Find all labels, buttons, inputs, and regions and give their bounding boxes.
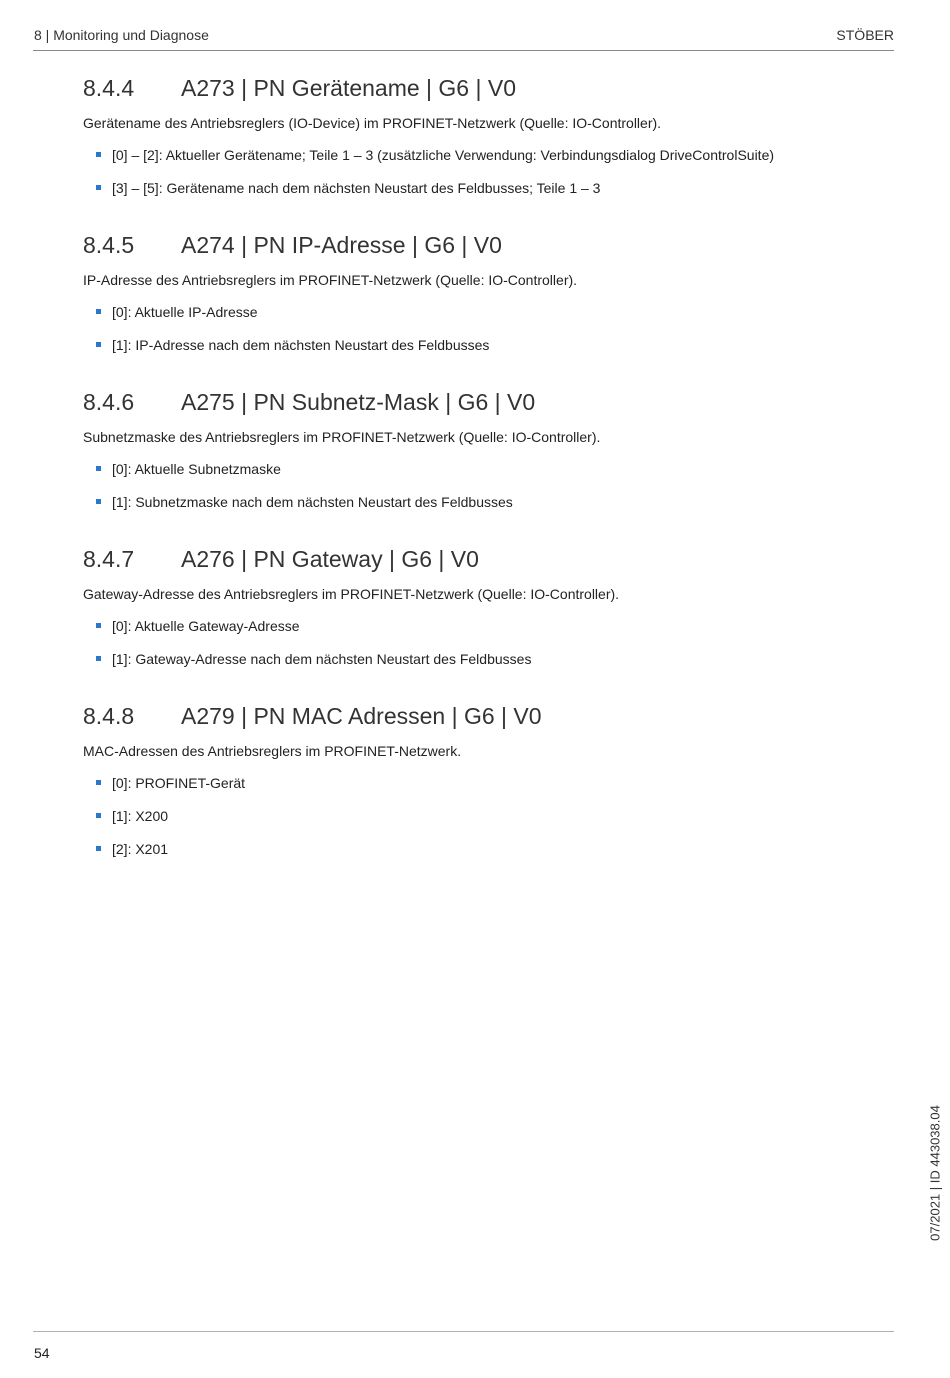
section-8-4-8 xyxy=(83,703,883,873)
section-title: A279 | PN MAC Adressen | G6 | V0 xyxy=(181,703,542,729)
section-heading xyxy=(83,546,883,576)
square-bullet-icon xyxy=(96,185,101,190)
list-item xyxy=(83,460,883,478)
list-item-text: [3] – [5]: Gerätename nach dem nächsten Neustart des Feldbusses; Teile 1 – 3 xyxy=(112,180,601,196)
list-item-text: [0]: Aktuelle Subnetzmaske xyxy=(112,461,281,477)
page-header xyxy=(33,26,894,51)
square-bullet-icon xyxy=(96,656,101,661)
square-bullet-icon xyxy=(96,466,101,471)
list-item-text: [1]: Gateway-Adresse nach dem nächsten Neustart des Feldbusses xyxy=(112,651,532,667)
list-item xyxy=(83,336,883,354)
square-bullet-icon xyxy=(96,813,101,818)
brand-name: STÖBER xyxy=(836,27,894,43)
list-item-text: [0]: Aktuelle Gateway-Adresse xyxy=(112,618,300,634)
list-item xyxy=(83,650,883,668)
list-item xyxy=(83,493,883,511)
section-number: 8.4.5 xyxy=(83,232,135,258)
page-number: 54 xyxy=(34,1345,50,1361)
section-number: 8.4.7 xyxy=(83,546,135,572)
section-description: Subnetzmaske des Antriebsreglers im PROFINET-Netzwerk (Quelle: IO-Controller). xyxy=(83,429,601,445)
square-bullet-icon xyxy=(96,342,101,347)
list-item-text: [0]: Aktuelle IP-Adresse xyxy=(112,304,258,320)
section-8-4-6 xyxy=(83,389,883,526)
section-heading xyxy=(83,232,883,262)
bullet-list xyxy=(83,303,883,354)
bullet-list xyxy=(83,460,883,511)
bullet-list xyxy=(83,146,883,197)
square-bullet-icon xyxy=(96,152,101,157)
list-item xyxy=(83,807,883,825)
bullet-list xyxy=(83,774,883,858)
document-id: 07/2021 | ID 443038.04 xyxy=(927,1105,943,1241)
square-bullet-icon xyxy=(96,846,101,851)
footer-divider xyxy=(33,1331,894,1332)
section-title: A275 | PN Subnetz-Mask | G6 | V0 xyxy=(181,389,536,415)
square-bullet-icon xyxy=(96,623,101,628)
list-item-text: [0] – [2]: Aktueller Gerätename; Teile 1 – 3 (zusätzliche Verwendung: Verbindungsdialog DriveControlSuite) xyxy=(112,147,775,163)
section-title: A276 | PN Gateway | G6 | V0 xyxy=(181,546,479,572)
section-8-4-4 xyxy=(83,75,883,212)
square-bullet-icon xyxy=(96,309,101,314)
bullet-list xyxy=(83,617,883,668)
section-description: Gerätename des Antriebsreglers (IO-Device) im PROFINET-Netzwerk (Quelle: IO-Controller). xyxy=(83,115,662,131)
list-item xyxy=(83,774,883,792)
section-heading xyxy=(83,703,883,733)
section-description: MAC-Adressen des Antriebsreglers im PROFINET-Netzwerk. xyxy=(83,743,462,759)
document-id-margin xyxy=(925,1096,945,1250)
list-item-text: [1]: Subnetzmaske nach dem nächsten Neustart des Feldbusses xyxy=(112,494,513,510)
list-item xyxy=(83,840,883,858)
section-description: IP-Adresse des Antriebsreglers im PROFINET-Netzwerk (Quelle: IO-Controller). xyxy=(83,272,578,288)
section-number: 8.4.4 xyxy=(83,75,135,101)
list-item xyxy=(83,179,883,197)
list-item xyxy=(83,303,883,321)
section-heading xyxy=(83,389,883,419)
list-item-text: [1]: IP-Adresse nach dem nächsten Neustart des Feldbusses xyxy=(112,337,490,353)
square-bullet-icon xyxy=(96,499,101,504)
section-description: Gateway-Adresse des Antriebsreglers im PROFINET-Netzwerk (Quelle: IO-Controller). xyxy=(83,586,620,602)
section-number: 8.4.8 xyxy=(83,703,135,729)
list-item-text: [0]: PROFINET-Gerät xyxy=(112,775,246,791)
square-bullet-icon xyxy=(96,780,101,785)
chapter-title: 8 | Monitoring und Diagnose xyxy=(34,27,209,43)
section-8-4-5 xyxy=(83,232,883,369)
list-item-text: [1]: X200 xyxy=(112,808,169,824)
section-heading xyxy=(83,75,883,105)
list-item xyxy=(83,146,883,164)
section-number: 8.4.6 xyxy=(83,389,135,415)
section-title: A273 | PN Gerätename | G6 | V0 xyxy=(181,75,516,101)
list-item-text: [2]: X201 xyxy=(112,841,169,857)
section-8-4-7 xyxy=(83,546,883,683)
list-item xyxy=(83,617,883,635)
section-title: A274 | PN IP-Adresse | G6 | V0 xyxy=(181,232,502,258)
